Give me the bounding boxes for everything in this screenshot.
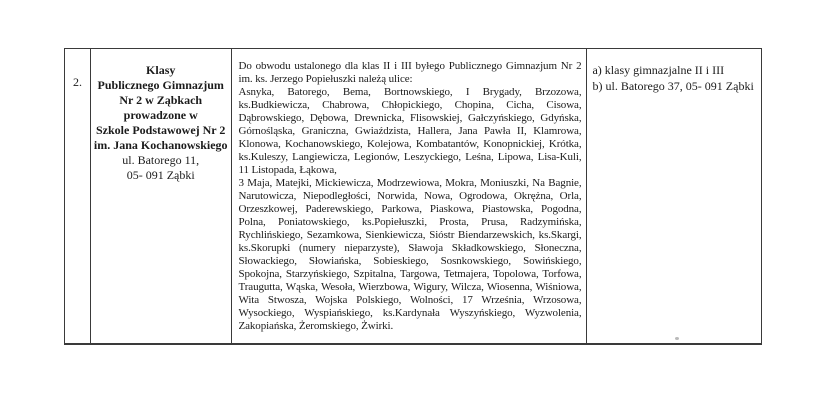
- school-name-cell: [91, 49, 232, 343]
- notes-cell: [587, 49, 761, 343]
- school-district-table: [64, 48, 762, 345]
- scan-artifact-speck: [675, 337, 679, 340]
- school-name-line: Publicznego Gimnazjum: [97, 78, 224, 92]
- note-item-b: b) ul. Batorego 37, 05- 091 Ząbki: [592, 79, 754, 93]
- district-intro: Do obwodu ustalonego dla klas II i III byłego Publicznego Gimnazjum Nr 2 im. ks. Jerzego Popiełuszki należą ulice:: [238, 60, 582, 85]
- school-address-line: 05- 091 Ząbki: [126, 168, 195, 182]
- district-streets-cell: [232, 49, 588, 343]
- row-number: 2.: [72, 75, 82, 89]
- school-name-line: Szkole Podstawowej Nr 2: [95, 123, 226, 137]
- school-address: [91, 153, 231, 183]
- row-number-cell: [65, 49, 91, 343]
- streets-paragraph-2: 3 Maja, Matejki, Mickiewicza, Modrzewiowa, Mokra, Moniuszki, Na Bagnie, Narutowicza, Niepodległości, Norwida, Nowa, Ogrodowa, Okrężna, Orla, Orzeszkowej, Paderewskiego, Parkowa, Piaskowa, Piastowska, Pogodna, Polna, Poniatowskiego, ks.Popiełuszki, Prosta, Prusa, Radzymińska, Rychlińskiego, Sezamkowa, Sienkiewicza, Sióstr Biendarzewskich, ks.Skargi, ks.Skorupki (numery nieparzyste), Sławoja Składkowskiego, Słoneczna, Słowackiego, Słowiańska, Sobieskiego, Sosnkowskiego, Sowińskiego, Spokojna, Starzyńskiego, Szpitalna, Targowa, Tetmajera, Topolowa, Torfowa, Traugutta, Wąska, Wesoła, Wierzbowa, Wigury, Wilcza, Wiosenna, Wiśniowa, Wita Stwosza, Wojska Polskiego, Wolności, 17 Września, Wrzosowa, Wysockiego, Wyspiańskiego, ks.Kardynała Wyszyńskiego, Wyzwolenia, Zakopiańska, Żeromskiego, Żwirki.: [238, 177, 582, 332]
- school-name-line: im. Jana Kochanowskiego: [93, 138, 228, 152]
- school-address-line: ul. Batorego 11,: [122, 153, 200, 167]
- school-name-line: Klasy: [146, 63, 176, 77]
- school-name-line: Nr 2 w Ząbkach: [119, 93, 203, 107]
- school-name-line: prowadzone w: [123, 108, 198, 122]
- school-name: [91, 63, 231, 153]
- note-item-a: a) klasy gimnazjalne II i III: [592, 63, 725, 77]
- streets-paragraph-1: Asnyka, Batorego, Bema, Bortnowskiego, I Brygady, Brzozowa, ks.Budkiewicza, Chabrowa, Chłopickiego, Chopina, Cicha, Cisowa, Dąbrowskiego, Dębowa, Drewnicka, Flisowskiej, Gałczyńskiego, Gdyńska, Górnośląska, Graniczna, Gwiaździsta, Hallera, Jana Pawła II, Klamrowa, Klonowa, Kochanowskiego, Kolejowa, Kombatantów, Konopnickiej, Krótka, ks.Kuleszy, Langiewicza, Legionów, Leszyckiego, Leśna, Lipowa, Lisa-Kuli, 11 Listopada, Łąkowa,: [238, 86, 582, 176]
